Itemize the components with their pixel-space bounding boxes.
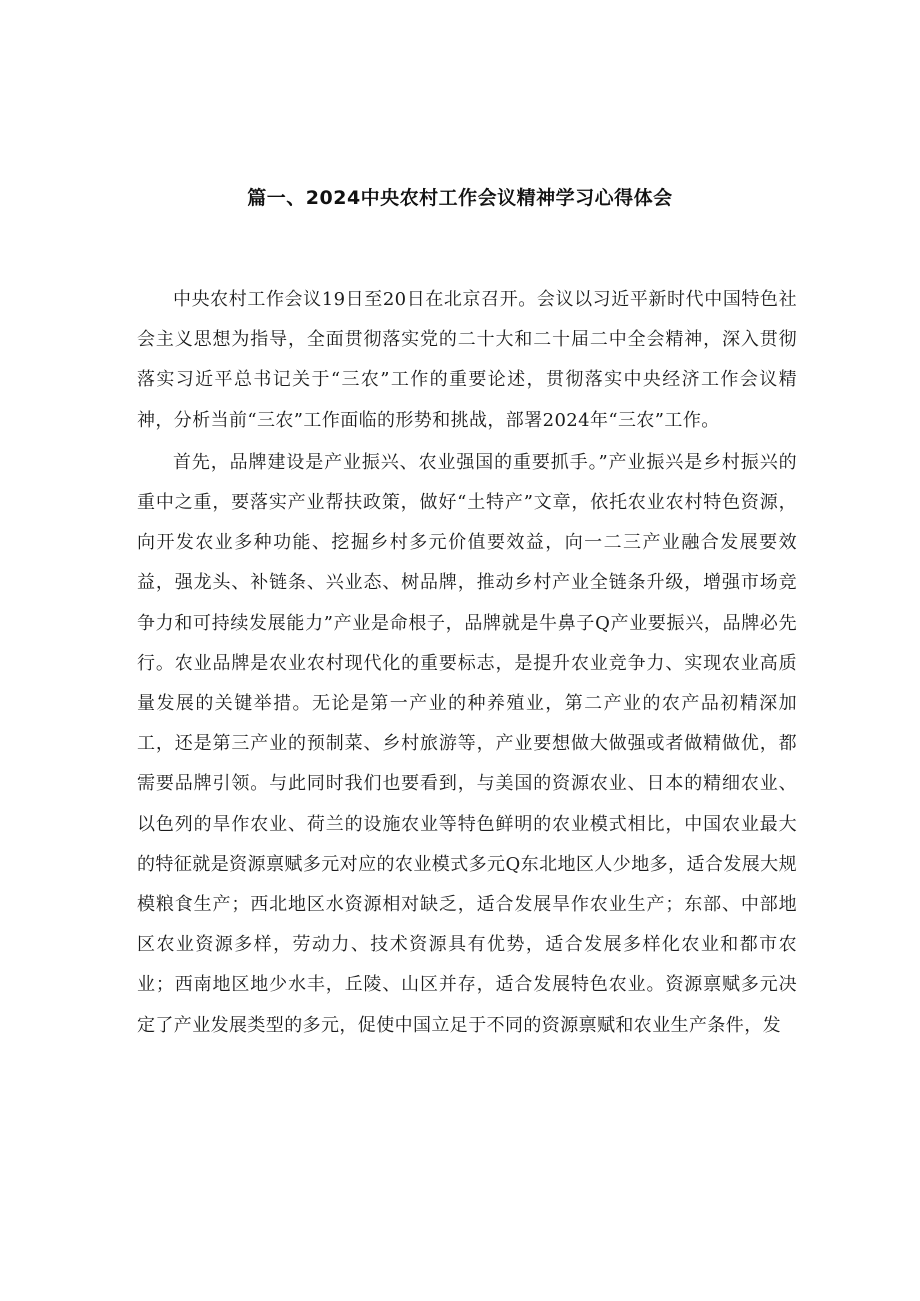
- paragraph-1: 中央农村工作会议19日至20日在北京召开。会议以习近平新时代中国特色社会主义思想为指导，全面贯彻落实党的二十大和二十届二中全会精神，深入贯彻落实习近平总书记关于“三农”工作的重要论述，贯彻落实中央经济工作会议精神，分析当前“三农”工作面临的形势和挑战，部署2024年“三农”工作。: [137, 289, 797, 431]
- document-body: [137, 280, 797, 1048]
- document-title: 篇一、2024中央农村工作会议精神学习心得体会: [247, 187, 673, 209]
- paragraph-2: 首先，品牌建设是产业振兴、农业强国的重要抓手。”产业振兴是乡村振兴的重中之重，要落实产业帮扶政策，做好“土特产”文章，依托农业农村特色资源，向开发农业多种功能、挖掘乡村多元价值要效益，向一二三产业融合发展要效益，强龙头、补链条、兴业态、树品牌，推动乡村产业全链条升级，增强市场竞争力和可持续发展能力”产业是命根子，品牌就是牛鼻子Q产业要振兴，品牌必先行。农业品牌是农业农村现代化的重要标志，是提升农业竞争力、实现农业高质量发展的关键举措。无论是第一产业的种养殖业，第二产业的农产品初精深加工，还是第三产业的预制菜、乡村旅游等，产业要想做大做强或者做精做优，都需要品牌引领。与此同时我们也要看到，与美国的资源农业、日本的精细农业、以色列的旱作农业、荷兰的设施农业等特色鲜明的农业模式相比，中国农业最大的特征就是资源禀赋多元对应的农业模式多元Q东北地区人少地多，适合发展大规模粮食生产；西北地区水资源相对缺乏，适合发展旱作农业生产；东部、中部地区农业资源多样，劳动力、技术资源具有优势，适合发展多样化农业和都市农业；西南地区地少水丰，丘陵、山区并存，适合发展特色农业。资源禀赋多元决定了产业发展类型的多元，促使中国立足于不同的资源禀赋和农业生产条件，发: [137, 451, 797, 1036]
